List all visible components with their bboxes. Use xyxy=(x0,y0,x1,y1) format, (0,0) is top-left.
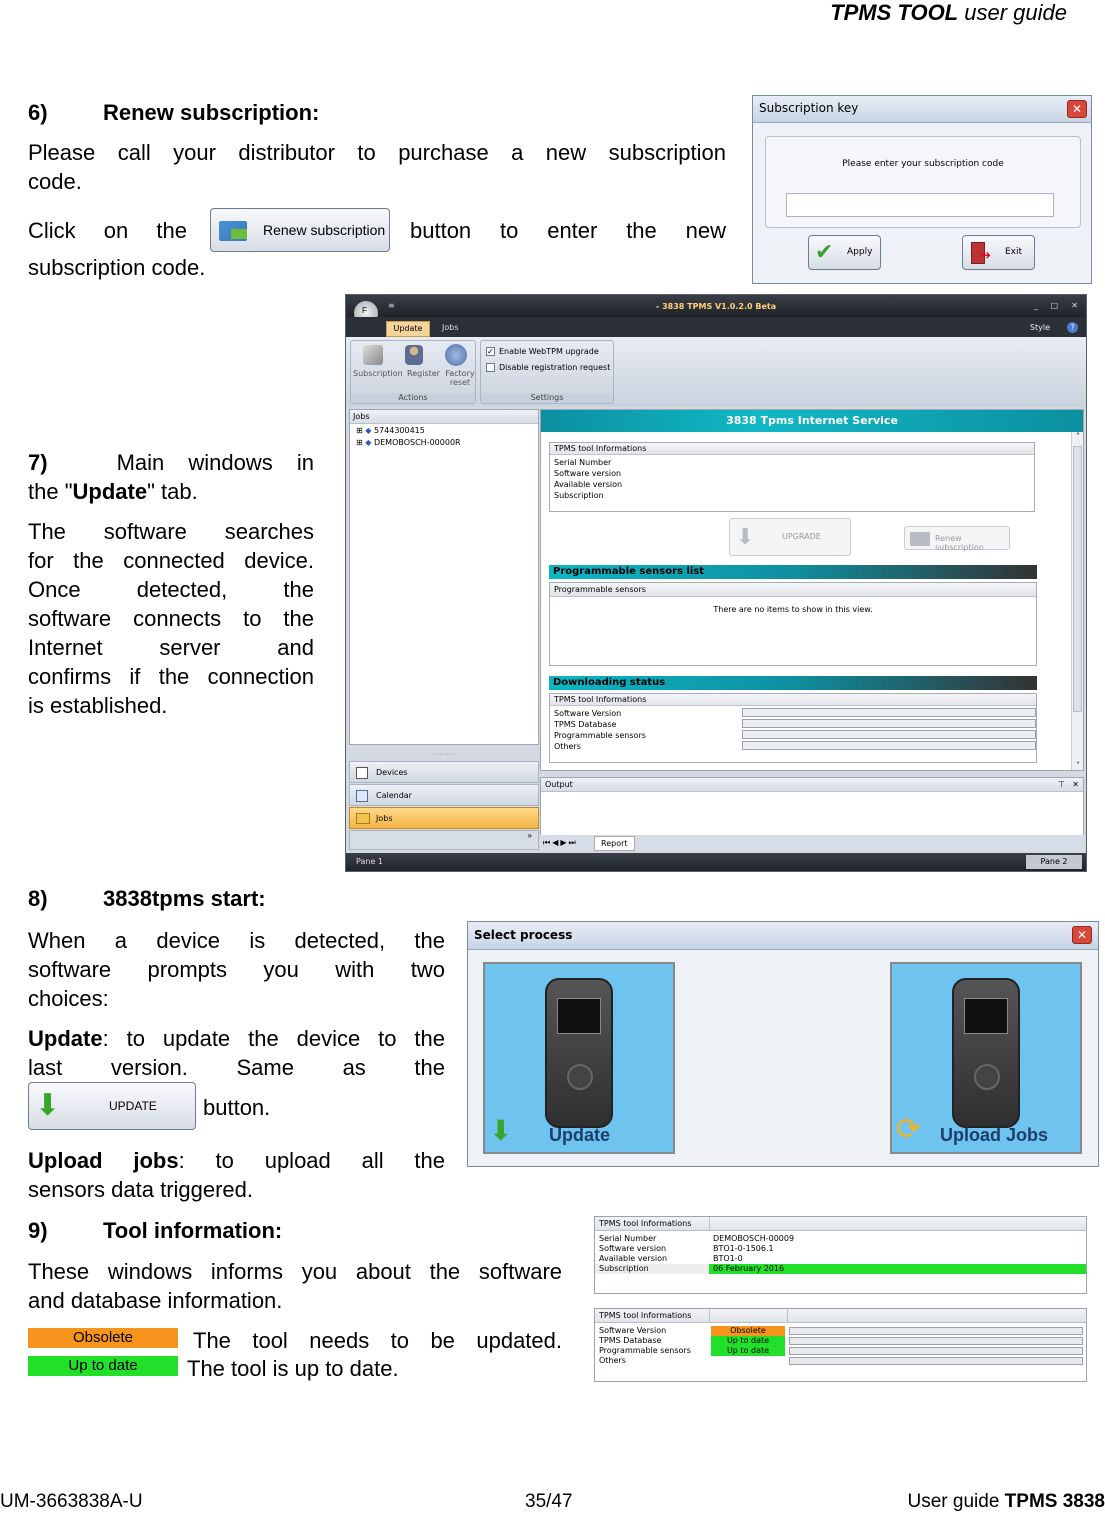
status-obsolete: Obsolete xyxy=(711,1326,785,1336)
tool-info-header xyxy=(595,1217,1086,1231)
section-9-p1-line1: These windows informs you about the software xyxy=(28,1259,562,1284)
section-number: 6) xyxy=(28,100,48,125)
upgrade-button[interactable] xyxy=(729,518,851,556)
subscription-prompt: Please enter your subscription code xyxy=(842,159,1004,169)
job-tree-item-2[interactable]: ⊞ ◆ DEMOBOSCH-00000R xyxy=(356,438,461,447)
exit-arrow-icon: ➜ xyxy=(981,248,992,262)
progress-bar xyxy=(742,730,1036,739)
jobs-pane xyxy=(349,409,539,745)
nav-splitter[interactable]: ·········· xyxy=(432,751,456,758)
section-7-line2 xyxy=(28,477,198,506)
section-8-upload-line1 xyxy=(28,1146,445,1175)
row-value: BTO1-0 xyxy=(713,1254,743,1263)
tpms-device-icon xyxy=(545,978,613,1128)
section-7-p-line5: Internet server and xyxy=(28,635,314,660)
output-header: Output xyxy=(541,778,1083,792)
tpms-app-window xyxy=(345,294,1087,872)
section-7-p-line6: confirms if the connection xyxy=(28,664,314,689)
nav-devices[interactable] xyxy=(349,761,539,783)
factory-reset-home-icon[interactable] xyxy=(445,344,467,366)
download-row-software: Software Version xyxy=(554,709,622,718)
section-title: 3838tpms start: xyxy=(103,886,266,911)
register-action-label: Register xyxy=(407,369,440,378)
section-number: 9) xyxy=(28,1218,48,1243)
close-icon[interactable]: ✕ xyxy=(1067,100,1087,118)
section-7-heading xyxy=(28,448,314,477)
row-label: Programmable sensors xyxy=(599,1346,691,1355)
download-arrow-icon: ⬇ xyxy=(736,524,755,549)
progress-bar xyxy=(789,1347,1083,1355)
settings-group-label: Settings xyxy=(481,393,613,403)
download-info-table xyxy=(594,1308,1087,1382)
header-suffix: user guide xyxy=(964,0,1067,25)
device-screen-icon xyxy=(964,998,1008,1034)
factory-reset-action-label: Factory reset xyxy=(445,369,475,387)
exit-label: Exit xyxy=(1005,247,1023,257)
job-device-icon: ◆ xyxy=(365,426,372,435)
footer-guide-label: User guide xyxy=(907,1491,1000,1512)
device-keypad-icon xyxy=(567,1064,593,1090)
card-icon xyxy=(910,532,930,546)
row-label: Subscription xyxy=(599,1264,649,1273)
internet-service-panel xyxy=(540,409,1084,771)
select-process-dialog xyxy=(467,921,1099,1167)
quick-access-icon[interactable]: ≡ xyxy=(388,301,395,310)
page-header xyxy=(830,0,1067,26)
update-process-button[interactable] xyxy=(483,962,675,1154)
download-arrow-icon: ⬇ xyxy=(489,1115,513,1146)
file-button-label: F xyxy=(362,306,367,315)
apply-button[interactable] xyxy=(808,235,881,270)
obsolete-swatch: Obsolete xyxy=(28,1328,178,1348)
status-bar xyxy=(346,853,1086,871)
style-menu[interactable]: Style xyxy=(1029,323,1050,332)
status-pane-1: Pane 1 xyxy=(356,857,383,866)
download-info-row xyxy=(595,1336,1086,1346)
progress-bar xyxy=(789,1327,1083,1335)
ribbon xyxy=(346,337,1086,407)
uptodate-description: The tool is up to date. xyxy=(187,1356,399,1381)
record-nav-icons[interactable]: ⏮◀▶⏭ xyxy=(543,838,578,847)
upload-jobs-process-button[interactable] xyxy=(890,962,1082,1154)
info-table-header: TPMS tool Informations xyxy=(550,443,1034,455)
row-value: BTO1-0-1506.1 xyxy=(713,1244,774,1253)
scroll-down-icon[interactable]: ˅ xyxy=(1076,761,1080,770)
nav-jobs[interactable] xyxy=(349,807,539,829)
info-row-available: Available version xyxy=(554,480,623,489)
tool-info-row xyxy=(595,1254,1086,1264)
section-7-p-line1: The software searches xyxy=(28,519,314,544)
help-icon[interactable]: ? xyxy=(1067,322,1078,333)
sensors-list xyxy=(549,582,1037,666)
footer-page-number: 35/47 xyxy=(525,1491,573,1512)
progress-bar xyxy=(742,741,1036,750)
subscription-action-label: Subscription xyxy=(353,369,403,378)
section-8-update-tail: button. xyxy=(203,1095,271,1120)
download-header: TPMS tool Informations xyxy=(550,694,1036,706)
renew-subscription-inline-button[interactable] xyxy=(210,208,390,252)
update-process-label: Update xyxy=(549,1125,611,1145)
folder-icon xyxy=(356,813,370,824)
download-info-header xyxy=(595,1309,1086,1323)
row-label: Serial Number xyxy=(599,1234,657,1243)
progress-bar xyxy=(742,708,1036,717)
sensors-section-title: Programmable sensors list xyxy=(549,565,1037,579)
click-on-label: Click on the xyxy=(28,218,187,243)
close-icon[interactable]: ✕ xyxy=(1072,926,1092,944)
close-output-icon[interactable]: ✕ xyxy=(1072,780,1079,789)
upload-jobs-label: Upload Jobs xyxy=(940,1125,1049,1145)
nav-overflow[interactable]: » xyxy=(349,830,539,850)
dialog-title: Subscription key xyxy=(753,96,1091,123)
tab-jobs[interactable]: Jobs xyxy=(442,323,459,332)
disable-registration-checkbox[interactable] xyxy=(486,363,495,372)
section-8-update-line1 xyxy=(28,1024,445,1053)
row-value: DEMOBOSCH-00009 xyxy=(713,1234,795,1243)
obsolete-description: The tool needs to be updated. xyxy=(193,1328,562,1353)
section-title: Renew subscription: xyxy=(103,100,320,125)
renew-subscription-button[interactable] xyxy=(904,526,1010,550)
section-6-heading xyxy=(28,100,319,126)
sync-arrows-icon: ⟳ xyxy=(896,1113,922,1146)
renew-label: Renew subscription xyxy=(935,534,984,552)
info-row-software: Software version xyxy=(554,469,622,478)
subscription-key-dialog xyxy=(752,95,1092,284)
section-7-p-line4: software connects to the xyxy=(28,606,314,631)
update-inline-label: UPDATE xyxy=(109,1099,157,1113)
info-row-subscription: Subscription xyxy=(554,491,604,500)
enable-webtpm-checkbox[interactable]: ✓ xyxy=(487,347,494,356)
devices-icon xyxy=(356,767,368,779)
row-label: Software version xyxy=(599,1244,667,1253)
section-8-upload-line2: sensors data triggered. xyxy=(28,1177,254,1202)
quote-open: the " xyxy=(28,479,73,504)
subscription-group xyxy=(765,136,1081,228)
section-8-p1-line1: When a device is detected, the xyxy=(28,928,445,953)
device-screen-icon xyxy=(557,998,601,1034)
nav-calendar-label: Calendar xyxy=(376,791,412,800)
section-7-p-line7: is established. xyxy=(28,693,168,718)
tpms-device-icon xyxy=(952,978,1020,1128)
tool-info-row-subscription xyxy=(595,1264,1086,1274)
renew-subscription-label: Renew subscription xyxy=(263,222,386,238)
app-title-bar xyxy=(346,295,1086,317)
tool-info-table xyxy=(594,1216,1087,1294)
pin-icon[interactable]: ⊤ xyxy=(1058,780,1065,789)
tab-update[interactable]: Update xyxy=(386,321,430,337)
row-value: 06 February 2016 xyxy=(713,1264,785,1273)
nav-calendar[interactable] xyxy=(349,784,539,806)
section-7-lead: Main windows in xyxy=(116,450,314,475)
section-9-heading xyxy=(28,1218,282,1244)
section-8-p1-line2: software prompts you with two xyxy=(28,957,445,982)
scroll-thumb[interactable] xyxy=(1073,446,1082,712)
register-user-icon[interactable] xyxy=(405,345,423,365)
minimize-icon[interactable]: _ xyxy=(1034,301,1038,310)
section-7-p-line3: Once detected, the xyxy=(28,577,314,602)
section-number: 7) xyxy=(28,450,48,475)
footer-doc-id: UM-3663838A-U xyxy=(0,1491,143,1512)
footer-product: TPMS 3838 xyxy=(1004,1491,1105,1512)
upload-definition: : to upload all the xyxy=(178,1148,446,1173)
status-uptodate: Up to date xyxy=(711,1346,785,1356)
row-label: Available version xyxy=(599,1254,668,1263)
info-table-rows xyxy=(550,455,1034,501)
ribbon-group-settings xyxy=(480,340,614,404)
calendar-icon xyxy=(356,790,368,802)
status-uptodate: Up to date xyxy=(711,1336,785,1346)
row-label: TPMS Database xyxy=(599,1336,662,1345)
section-6-para-line2: code. xyxy=(28,169,82,194)
scroll-up-icon[interactable]: ˄ xyxy=(1076,432,1080,441)
job-device-icon: ◆ xyxy=(365,438,372,447)
job-tree-item-1-label: 5744300415 xyxy=(373,426,425,435)
row-label: Others xyxy=(599,1356,626,1365)
apply-label: Apply xyxy=(847,247,873,257)
download-row-sensors: Programmable sensors xyxy=(554,731,646,740)
tool-info-row xyxy=(595,1244,1086,1254)
service-title: 3838 Tpms Internet Service xyxy=(541,410,1083,432)
enable-webtpm-label: Enable WebTPM upgrade xyxy=(499,347,599,356)
job-tree-item-2-label: DEMOBOSCH-00000R xyxy=(373,438,461,447)
download-info-row xyxy=(595,1356,1086,1366)
footer-guide xyxy=(908,1491,1105,1513)
quote-close: " tab. xyxy=(147,479,198,504)
download-row-database: TPMS Database xyxy=(554,720,617,729)
progress-bar xyxy=(742,719,1036,728)
download-section-title: Downloading status xyxy=(549,676,1037,690)
subscription-code-input[interactable] xyxy=(786,193,1054,217)
section-7-p-line2: for the connected device. xyxy=(28,548,314,573)
section-title: Tool information: xyxy=(103,1218,283,1243)
job-tree-item-1[interactable]: ⊞ ◆ 5744300415 xyxy=(356,426,425,435)
upgrade-label: UPGRADE xyxy=(782,532,821,541)
app-title: - 3838 TPMS V1.0.2.0 Beta xyxy=(656,302,777,311)
ribbon-group-actions xyxy=(350,340,476,404)
update-term: Update xyxy=(28,1026,103,1051)
after-button-text: button to enter the new xyxy=(410,218,726,243)
exit-button[interactable] xyxy=(962,235,1035,270)
device-keypad-icon xyxy=(974,1064,1000,1090)
jobs-pane-header: Jobs xyxy=(350,410,538,424)
section-9-p1-line2: and database information. xyxy=(28,1288,283,1313)
status-pane-2: Pane 2 xyxy=(1026,855,1082,869)
tool-info-header-label: TPMS tool Informations xyxy=(599,1219,692,1228)
disable-registration-label: Disable registration request xyxy=(499,363,611,372)
report-tab[interactable]: Report xyxy=(594,836,635,851)
service-info-table xyxy=(549,442,1035,512)
sensors-header: Programmable sensors xyxy=(550,583,1036,597)
service-scrollbar[interactable] xyxy=(1071,432,1083,770)
close-icon[interactable]: ✕ xyxy=(1071,301,1078,310)
download-arrow-icon: ⬇ xyxy=(35,1089,61,1122)
nav-jobs-label: Jobs xyxy=(376,814,393,823)
section-6-para-line1: Please call your distributor to purchase a new subscription xyxy=(28,140,726,165)
checkmark-icon: ✔ xyxy=(815,239,834,264)
section-8-p1-line3: choices: xyxy=(28,986,109,1011)
ribbon-tab-row xyxy=(346,317,1086,337)
click-on-text xyxy=(28,216,198,245)
sensors-empty-message: There are no items to show in this view. xyxy=(713,605,873,614)
progress-bar xyxy=(789,1337,1083,1345)
update-inline-button[interactable] xyxy=(28,1082,196,1130)
update-definition: : to update the device to the xyxy=(102,1026,445,1051)
section-8-heading xyxy=(28,886,266,912)
download-info-header-label: TPMS tool Informations xyxy=(599,1311,692,1320)
actions-group-label: Actions xyxy=(351,393,475,403)
download-status-table xyxy=(549,693,1037,763)
maximize-icon[interactable]: □ xyxy=(1050,301,1058,310)
dialog-title: Select process xyxy=(468,922,1098,950)
section-number: 8) xyxy=(28,886,48,911)
download-info-row xyxy=(595,1326,1086,1336)
subscription-pencil-icon[interactable] xyxy=(363,345,383,365)
output-tab-strip xyxy=(540,835,1084,851)
row-label: Software Version xyxy=(599,1326,667,1335)
nav-devices-label: Devices xyxy=(376,768,408,777)
progress-bar xyxy=(789,1357,1083,1365)
upload-term: Upload jobs xyxy=(28,1148,179,1173)
section-6-para-line3: subscription code. xyxy=(28,255,206,280)
update-tab-reference: Update xyxy=(72,479,148,504)
uptodate-swatch: Up to date xyxy=(28,1356,178,1376)
card-stripe-icon xyxy=(231,229,247,239)
download-info-row xyxy=(595,1346,1086,1356)
download-row-others: Others xyxy=(554,742,581,751)
tool-info-row xyxy=(595,1234,1086,1244)
info-row-serial: Serial Number xyxy=(554,458,612,467)
section-8-update-line2: last version. Same as the xyxy=(28,1055,445,1080)
header-brand: TPMS TOOL xyxy=(830,0,959,25)
